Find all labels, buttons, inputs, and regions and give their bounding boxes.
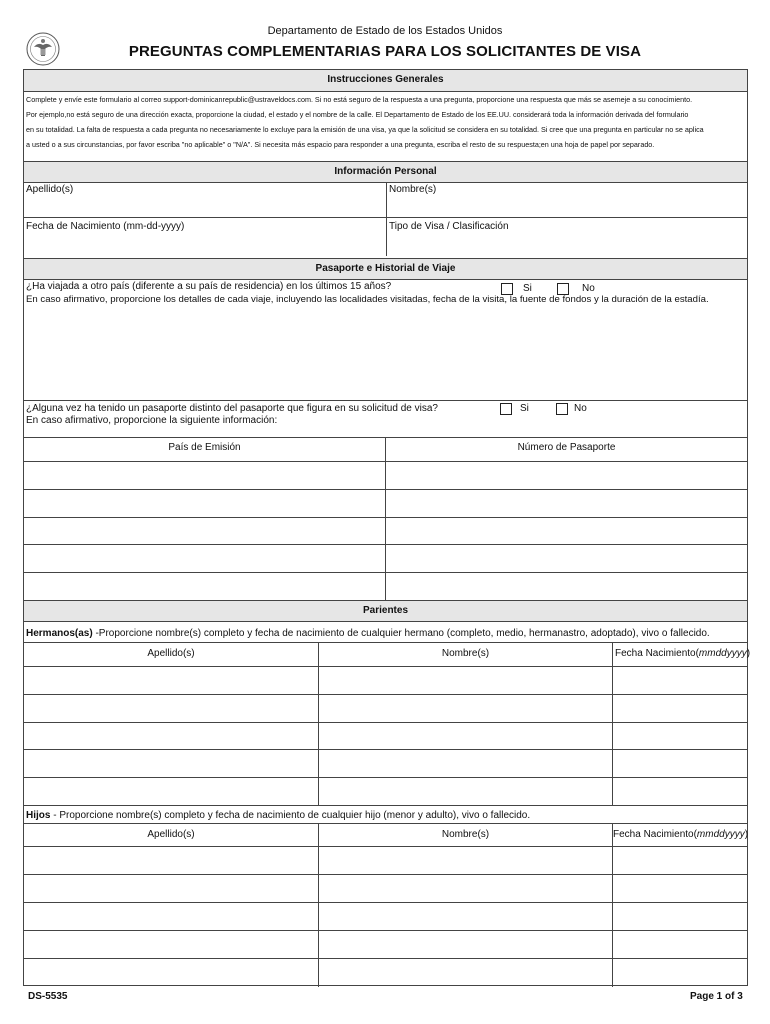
visa-type-field[interactable] xyxy=(387,218,747,256)
passport-no-label: No xyxy=(574,403,587,414)
col-child-given: Nombre(s) xyxy=(441,829,490,840)
travel-question: ¿Ha viajada a otro país (diferente a su país de residencia) en los últimos 15 años? xyxy=(26,281,392,292)
instructions-line: a usted o a sus circunstancias, por favor escriba "no aplicable" o "N/A". Si necesita más espacio para responder a una pregunta, escriba el resto de su respuesta;en una hoja de papel por separado. xyxy=(26,140,655,149)
passport-no-checkbox[interactable] xyxy=(556,403,568,415)
children-instruction xyxy=(26,810,530,821)
department-name: Departamento de Estado de los Estados Unidos xyxy=(267,25,503,37)
surname-field[interactable] xyxy=(24,183,386,217)
passport-yes-checkbox[interactable] xyxy=(500,403,512,415)
surname-label: Apellido(s) xyxy=(26,184,74,195)
instructions-heading: Instrucciones Generales xyxy=(24,70,747,92)
col-child-dob: Fecha Nacimiento(mmddyyyy) xyxy=(613,829,749,840)
children-title: Hijos xyxy=(26,810,51,821)
instructions-text xyxy=(26,92,746,152)
visa-questionnaire-form xyxy=(23,69,751,986)
dob-field[interactable] xyxy=(24,218,386,256)
visa-type-label: Tipo de Visa / Clasificación xyxy=(389,221,509,232)
siblings-instruction xyxy=(26,628,710,639)
col-sibling-dob: Fecha Nacimiento(mmddyyyy) xyxy=(615,648,751,659)
col-child-surname: Apellido(s) xyxy=(147,829,195,840)
given-name-field[interactable] xyxy=(387,183,747,217)
col-sibling-given: Nombre(s) xyxy=(441,648,490,659)
instructions-line: en su totalidad. La falta de respuesta a cada pregunta no necesariamente lo excluye para la emisión de una visa, ya que la solicitud se considera en su totalidad. Si cree que una pregunta en particular no se aplica xyxy=(26,125,704,134)
form-title: PREGUNTAS COMPLEMENTARIAS PARA LOS SOLICITANTES DE VISA xyxy=(128,43,642,60)
form-number: DS-5535 xyxy=(28,991,68,1002)
siblings-title: Hermanos(as) xyxy=(26,628,93,639)
instructions-line: Complete y envíe este formulario al correo support-dominicanrepublic@ustraveldocs.com. Si no está seguro de la respuesta a una pregunta, proporcione una respuesta que más se asemeje a su conocimiento. xyxy=(26,95,693,104)
other-passport-question: ¿Alguna vez ha tenido un pasaporte distinto del pasaporte que figura en su solicitud de visa? xyxy=(26,403,438,414)
travel-details-field[interactable] xyxy=(24,307,747,399)
given-name-label: Nombre(s) xyxy=(389,184,437,195)
col-sibling-surname: Apellido(s) xyxy=(147,648,195,659)
travel-yes-label: Si xyxy=(523,283,532,294)
page-number: Page 1 of 3 xyxy=(690,991,743,1002)
passport-yes-label: Si xyxy=(520,403,529,414)
travel-detail-instruction: En caso afirmativo, proporcione los detalles de cada viaje, incluyendo las localidades visitadas, fecha de la visita, la fuente de fondos y la duración de la estadía. xyxy=(26,294,709,305)
col-passport-number: Número de Pasaporte xyxy=(517,442,616,453)
instructions-line: Por ejemplo,no está seguro de una dirección exacta, proporcione la ciudad, el estado y el nombre de la calle. El Departamento de Estado de los EE.UU. considerará toda la información derivada del formulario xyxy=(26,110,689,119)
col-issuing-country: País de Emisión xyxy=(168,442,241,453)
children-text: - Proporcione nombre(s) completo y fecha de nacimiento de cualquier hijo (menor y adulto), vivo o fallecido. xyxy=(50,810,531,821)
relatives-heading: Parientes xyxy=(24,600,747,622)
travel-no-label: No xyxy=(582,283,595,294)
passport-detail-instruction: En caso afirmativo, proporcione la siguiente información: xyxy=(26,415,278,426)
siblings-text: -Proporcione nombre(s) completo y fecha de nacimiento de cualquier hermano (completo, medio, hermanastro, adoptado), vivo o fallecido. xyxy=(92,628,710,639)
dob-label: Fecha de Nacimiento (mm-dd-yyyy) xyxy=(26,221,185,232)
personal-info-heading: Información Personal xyxy=(24,161,747,183)
passport-history-heading: Pasaporte e Historial de Viaje xyxy=(24,258,747,280)
